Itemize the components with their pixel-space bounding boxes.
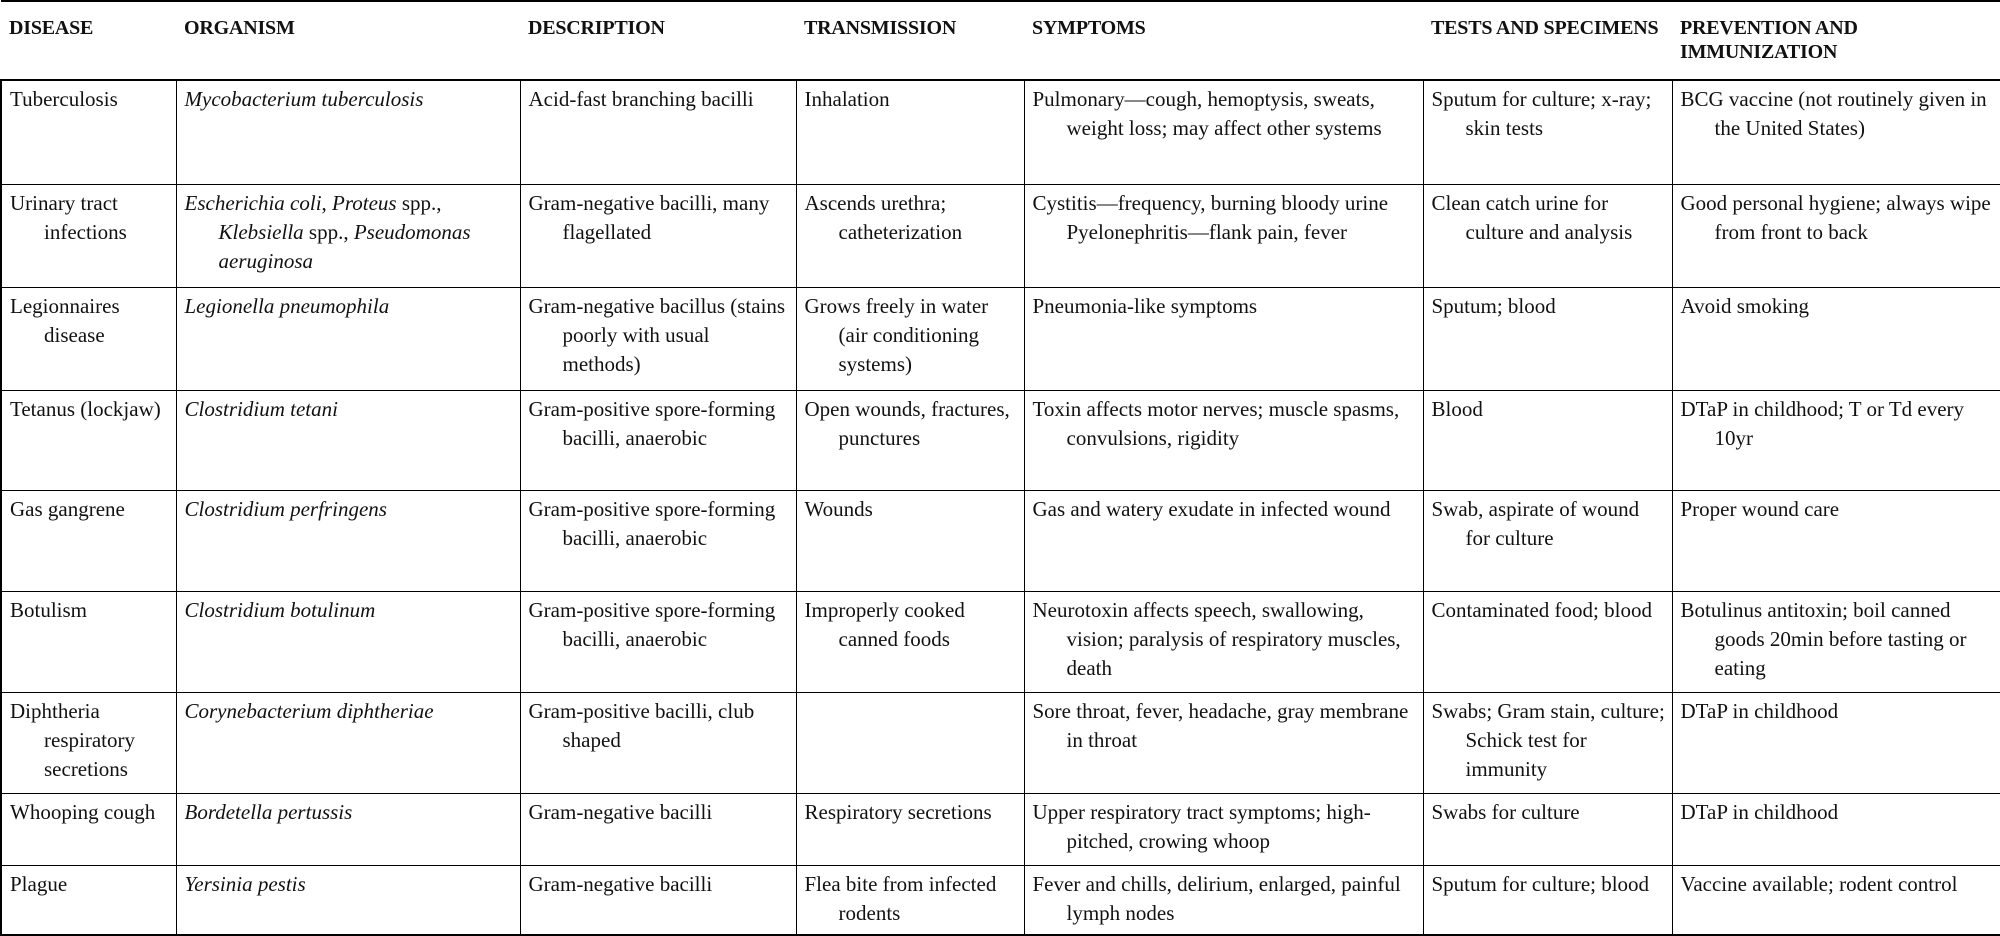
table-row xyxy=(1,692,2000,793)
cell-disease: Urinary tract infections xyxy=(1,184,176,287)
cell-prevention: DTaP in childhood xyxy=(1672,793,2000,865)
cell-symptoms: Upper respiratory tract symptoms; high-pitched, crowing whoop xyxy=(1024,793,1423,865)
cell-disease: Gas gangrene xyxy=(1,490,176,591)
cell-tests: Swabs; Gram stain, culture; Schick test for immunity xyxy=(1423,692,1672,793)
cell-symptoms: Pneumonia-like symptoms xyxy=(1024,287,1423,390)
cell-transmission: Grows freely in water (air conditioning systems) xyxy=(796,287,1024,390)
cell-symptoms: Cystitis—frequency, burning bloody urine Pyelonephritis—flank pain, fever xyxy=(1024,184,1423,287)
cell-tests: Sputum for culture; blood xyxy=(1423,865,1672,935)
cell-prevention: DTaP in childhood; T or Td every 10yr xyxy=(1672,390,2000,490)
cell-disease: Tuberculosis xyxy=(1,80,176,184)
cell-description: Gram-positive spore-forming bacilli, anaerobic xyxy=(520,490,796,591)
cell-tests: Sputum; blood xyxy=(1423,287,1672,390)
table-row xyxy=(1,80,2000,184)
table-row xyxy=(1,390,2000,490)
cell-transmission xyxy=(796,692,1024,793)
cell-description: Gram-positive bacilli, club shaped xyxy=(520,692,796,793)
table-row xyxy=(1,490,2000,591)
cell-symptoms: Sore throat, fever, headache, gray membrane in throat xyxy=(1024,692,1423,793)
cell-prevention: Botulinus antitoxin; boil canned goods 20min before tasting or eating xyxy=(1672,591,2000,692)
table-row xyxy=(1,184,2000,287)
cell-transmission: Wounds xyxy=(796,490,1024,591)
cell-transmission: Open wounds, fractures, punctures xyxy=(796,390,1024,490)
cell-organism: Bordetella pertussis xyxy=(176,793,520,865)
cell-organism: Clostridium perfringens xyxy=(176,490,520,591)
cell-disease: Legionnaires disease xyxy=(1,287,176,390)
cell-tests: Blood xyxy=(1423,390,1672,490)
cell-organism: Yersinia pestis xyxy=(176,865,520,935)
cell-disease: Botulism xyxy=(1,591,176,692)
table-row xyxy=(1,865,2000,935)
header-prevention-line2: IMMUNIZATION xyxy=(1680,41,1838,63)
cell-transmission: Inhalation xyxy=(796,80,1024,184)
cell-symptoms: Toxin affects motor nerves; muscle spasms, convulsions, rigidity xyxy=(1024,390,1423,490)
table-row xyxy=(1,793,2000,865)
header-tests-line2: SPECIMENS xyxy=(1543,17,1659,39)
cell-disease: Tetanus (lockjaw) xyxy=(1,390,176,490)
cell-symptoms: Neurotoxin affects speech, swallowing, vision; paralysis of respiratory muscles, death xyxy=(1024,591,1423,692)
cell-transmission: Improperly cooked canned foods xyxy=(796,591,1024,692)
header-tests-line1: TESTS AND xyxy=(1431,17,1539,39)
cell-tests: Swab, aspirate of wound for culture xyxy=(1423,490,1672,591)
cell-description: Gram-negative bacillus (stains poorly with usual methods) xyxy=(520,287,796,390)
header-prevention xyxy=(1672,1,2000,80)
cell-description: Gram-positive spore-forming bacilli, anaerobic xyxy=(520,390,796,490)
header-tests xyxy=(1423,1,1672,80)
cell-prevention: Avoid smoking xyxy=(1672,287,2000,390)
table-row xyxy=(1,287,2000,390)
cell-symptoms: Fever and chills, delirium, enlarged, painful lymph nodes xyxy=(1024,865,1423,935)
header-row xyxy=(1,1,2000,80)
header-transmission: TRANSMISSION xyxy=(796,1,1024,80)
cell-description: Gram-negative bacilli xyxy=(520,793,796,865)
cell-symptoms: Pulmonary—cough, hemoptysis, sweats, weight loss; may affect other systems xyxy=(1024,80,1423,184)
cell-organism: Clostridium tetani xyxy=(176,390,520,490)
cell-prevention: Proper wound care xyxy=(1672,490,2000,591)
cell-prevention: DTaP in childhood xyxy=(1672,692,2000,793)
table-row xyxy=(1,591,2000,692)
cell-description: Gram-positive spore-forming bacilli, anaerobic xyxy=(520,591,796,692)
cell-transmission: Flea bite from infected rodents xyxy=(796,865,1024,935)
cell-organism: Mycobacterium tuberculosis xyxy=(176,80,520,184)
cell-tests: Sputum for culture; x-ray; skin tests xyxy=(1423,80,1672,184)
header-organism: ORGANISM xyxy=(176,1,520,80)
cell-prevention: BCG vaccine (not routinely given in the United States) xyxy=(1672,80,2000,184)
cell-tests: Swabs for culture xyxy=(1423,793,1672,865)
cell-tests: Contaminated food; blood xyxy=(1423,591,1672,692)
header-prevention-line1: PREVENTION AND xyxy=(1680,17,1858,39)
cell-organism: Clostridium botulinum xyxy=(176,591,520,692)
cell-prevention: Good personal hygiene; always wipe from front to back xyxy=(1672,184,2000,287)
cell-disease: Diphtheria respiratory secretions xyxy=(1,692,176,793)
cell-symptoms: Gas and watery exudate in infected wound xyxy=(1024,490,1423,591)
cell-organism: Escherichia coli, Proteus spp., Klebsiella spp., Pseudomonas aeruginosa xyxy=(176,184,520,287)
cell-description: Gram-negative bacilli xyxy=(520,865,796,935)
cell-description: Gram-negative bacilli, many flagellated xyxy=(520,184,796,287)
cell-transmission: Ascends urethra; catheterization xyxy=(796,184,1024,287)
cell-disease: Whooping cough xyxy=(1,793,176,865)
cell-organism: Legionella pneumophila xyxy=(176,287,520,390)
cell-tests: Clean catch urine for culture and analysis xyxy=(1423,184,1672,287)
cell-organism: Corynebacterium diphtheriae xyxy=(176,692,520,793)
cell-description: Acid-fast branching bacilli xyxy=(520,80,796,184)
cell-disease: Plague xyxy=(1,865,176,935)
header-description: DESCRIPTION xyxy=(520,1,796,80)
cell-prevention: Vaccine available; rodent control xyxy=(1672,865,2000,935)
cell-transmission: Respiratory secretions xyxy=(796,793,1024,865)
header-symptoms: SYMPTOMS xyxy=(1024,1,1423,80)
header-disease: DISEASE xyxy=(1,1,176,80)
